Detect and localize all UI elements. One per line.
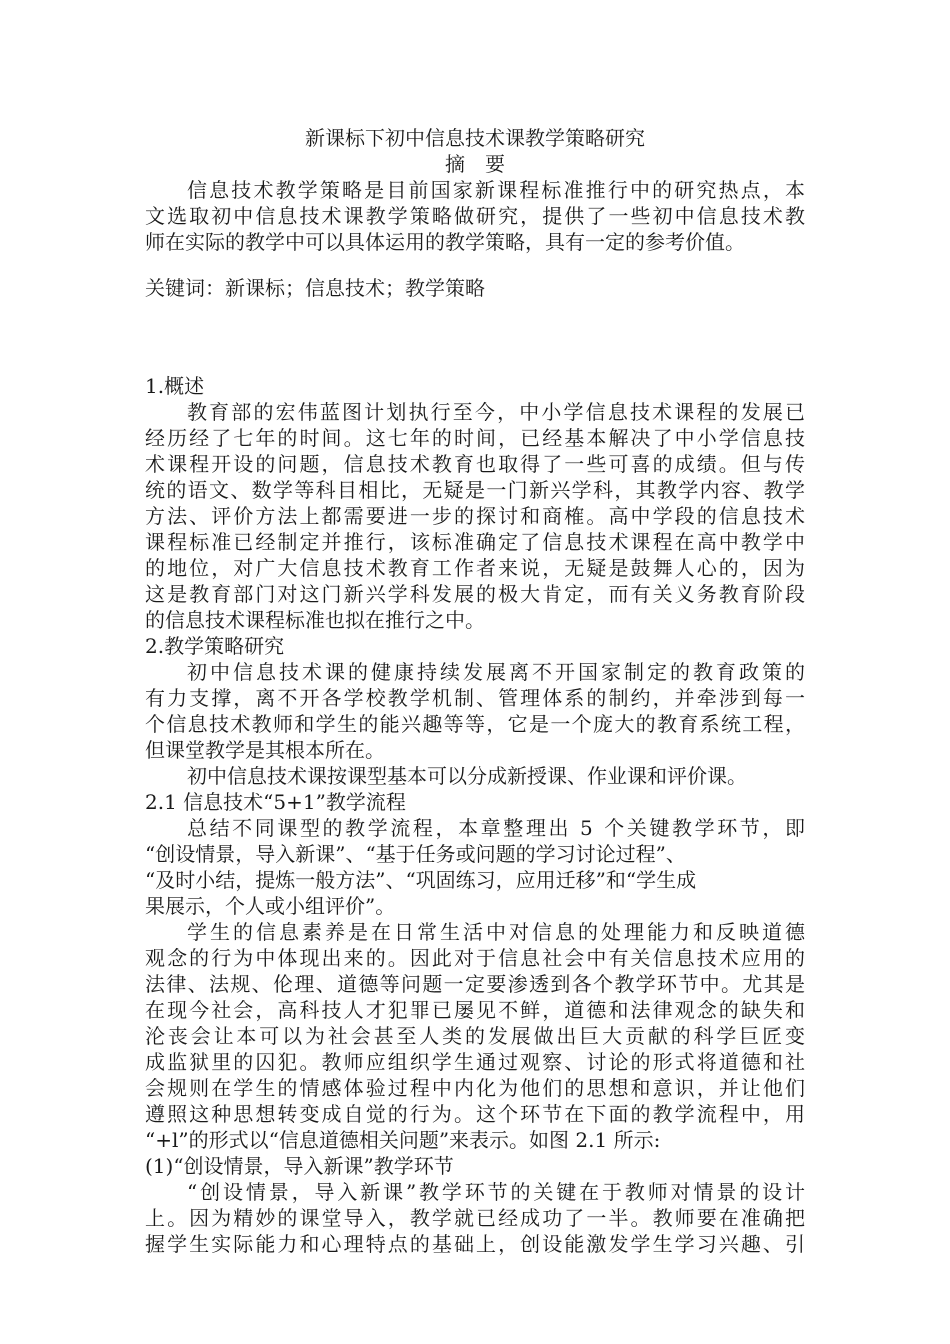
- section1-line: 统的语文、数学等科目相比，无疑是一门新兴学科，其教学内容、教学: [145, 478, 807, 502]
- section21-line: “及时小结，提炼一般方法”、“巩固练习，应用迁移”和“学生成: [145, 868, 697, 892]
- section21-line: “+l”的形式以“信息道德相关问题”来表示。如图 2.1 所示:: [145, 1128, 661, 1152]
- section21-line: 成监狱里的囚犯。教师应组织学生通过观察、讨论的形式将道德和社: [145, 1050, 808, 1074]
- section21-line: 总结不同课型的教学流程，本章整理出 5 个关键教学环节，即: [187, 816, 808, 840]
- subsection1-line: 握学生实际能力和心理特点的基础上，创设能激发学生学习兴趣、引: [145, 1232, 808, 1256]
- section21-line: 会规则在学生的情感体验过程中内化为他们的思想和意识，并让他们: [145, 1076, 808, 1100]
- abstract-line: 信息技术教学策略是目前国家新课程标准推行中的研究热点，本: [187, 178, 808, 202]
- section2-line: 初中信息技术课按课型基本可以分成新授课、作业课和评价课。: [187, 764, 747, 788]
- section21-line: 在现今社会，高科技人才犯罪已屡见不鲜，道德和法律观念的缺失和: [145, 998, 808, 1022]
- section2-line: 但课堂教学是其根本所在。: [145, 738, 385, 762]
- keywords: 关键词：新课标；信息技术；教学策略: [145, 276, 485, 300]
- document-title: 新课标下初中信息技术课教学策略研究: [305, 126, 645, 150]
- section21-line: 观念的行为中体现出来的。因此对于信息社会中有关信息技术应用的: [145, 946, 808, 970]
- section2-line: 有力支撑，离不开各学校教学机制、管理体系的制约，并牵涉到每一: [145, 686, 808, 710]
- section1-line: 教育部的宏伟蓝图计划执行至今，中小学信息技术课程的发展已: [187, 400, 808, 424]
- subsection1-line: “创设情景，导入新课”教学环节的关键在于教师对情景的设计: [187, 1180, 808, 1204]
- section21-line: 法律、法规、伦理、道德等问题一定要渗透到各个教学环节中。尤其是: [145, 972, 807, 996]
- section2-line: 个信息技术教师和学生的能兴趣等等，它是一个庞大的教育系统工程，: [145, 712, 807, 736]
- section21-line: “创设情景，导入新课”、“基于任务或问题的学习讨论过程”、: [145, 842, 686, 866]
- abstract-heading: 摘 要: [445, 152, 505, 176]
- subsection1-line: 上。因为精妙的课堂导入，教学就已经成功了一半。教师要在准确把: [145, 1206, 808, 1230]
- section1-line: 术课程开设的问题，信息技术教育也取得了一些可喜的成绩。但与传: [145, 452, 808, 476]
- abstract-line: 文选取初中信息技术课教学策略做研究，提供了一些初中信息技术教: [145, 204, 808, 228]
- section21-line: 遵照这种思想转变成自觉的行为。这个环节在下面的教学流程中，用: [145, 1102, 808, 1126]
- section1-line: 的地位，对广大信息技术教育工作者来说，无疑是鼓舞人心的，因为: [145, 556, 808, 580]
- section21-line: 学生的信息素养是在日常生活中对信息的处理能力和反映道德: [187, 920, 808, 944]
- section1-line: 这是教育部门对这门新兴学科发展的极大肯定，而有关义务教育阶段: [145, 582, 808, 606]
- section1-heading: 1.概述: [145, 374, 205, 398]
- section1-line: 的信息技术课程标准也拟在推行之中。: [145, 608, 485, 632]
- section1-line: 方法、评价方法上都需要进一步的探讨和商榷。高中学段的信息技术: [145, 504, 808, 528]
- section21-line: 果展示，个人或小组评价”。: [145, 894, 396, 918]
- section1-line: 课程标准已经制定并推行，该标准确定了信息技术课程在高中教学中: [145, 530, 808, 554]
- abstract-line: 师在实际的教学中可以具体运用的教学策略，具有一定的参考价值。: [145, 230, 745, 254]
- section1-line: 经历经了七年的时间。这七年的时间，已经基本解决了中小学信息技: [145, 426, 808, 450]
- section21-line: 沦丧会让本可以为社会甚至人类的发展做出巨大贡献的科学巨匠变: [145, 1024, 808, 1048]
- subsection1-heading: (1)“创设情景，导入新课”教学环节: [145, 1154, 454, 1178]
- section2-line: 初中信息技术课的健康持续发展离不开国家制定的教育政策的: [187, 660, 808, 684]
- section21-heading: 2.1 信息技术“5+1”教学流程: [145, 790, 406, 814]
- section2-heading: 2.教学策略研究: [145, 634, 285, 658]
